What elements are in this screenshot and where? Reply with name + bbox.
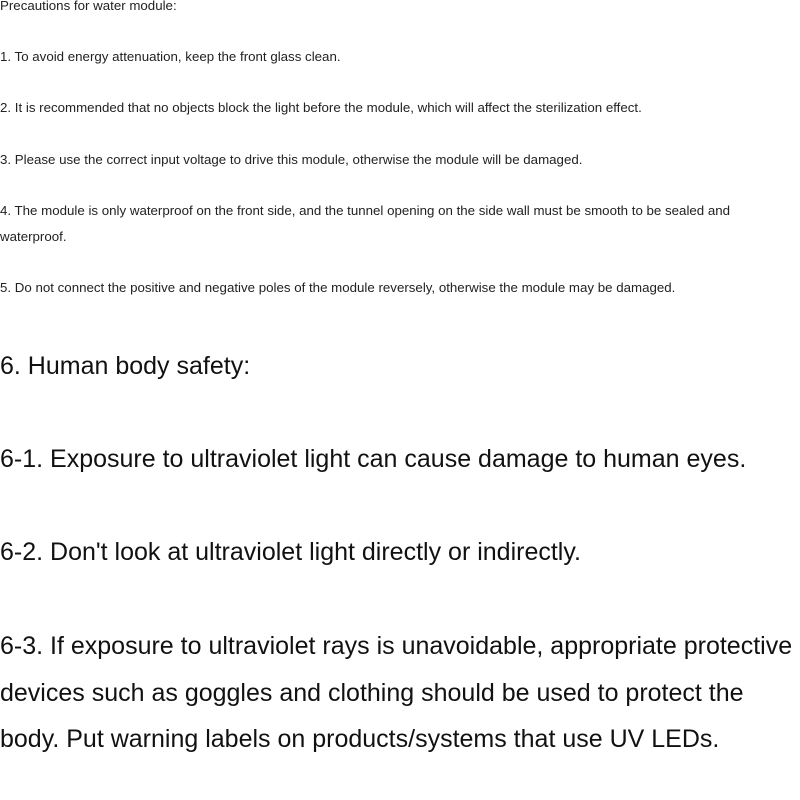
human-safety-item-3: 6-3. If exposure to ultraviolet rays is unavoidable, appropriate protective devices such as goggles and clothing should be used to protect the body. Put warning labels on products/systems that use UV LEDs. xyxy=(0,632,793,753)
water-module-item-2: 2. It is recommended that no objects block the light before the module, which will affect the sterilization effect. xyxy=(0,100,642,115)
human-safety-heading: 6. Human body safety: xyxy=(0,352,251,380)
water-module-item-5: 5. Do not connect the positive and negative poles of the module reversely, otherwise the module may be damaged. xyxy=(0,280,676,295)
water-module-item-3: 3. Please use the correct input voltage to drive this module, otherwise the module will be damaged. xyxy=(0,152,583,167)
water-module-item-1: 1. To avoid energy attenuation, keep the front glass clean. xyxy=(0,49,341,64)
water-module-item-4: 4. The module is only waterproof on the front side, and the tunnel opening on the side wall must be smooth to be sealed and waterproof. xyxy=(0,203,731,244)
human-safety-item-2: 6-2. Don't look at ultraviolet light directly or indirectly. xyxy=(0,538,581,566)
human-safety-item-1: 6-1. Exposure to ultraviolet light can cause damage to human eyes. xyxy=(0,445,747,473)
water-module-heading: Precautions for water module: xyxy=(0,0,177,13)
